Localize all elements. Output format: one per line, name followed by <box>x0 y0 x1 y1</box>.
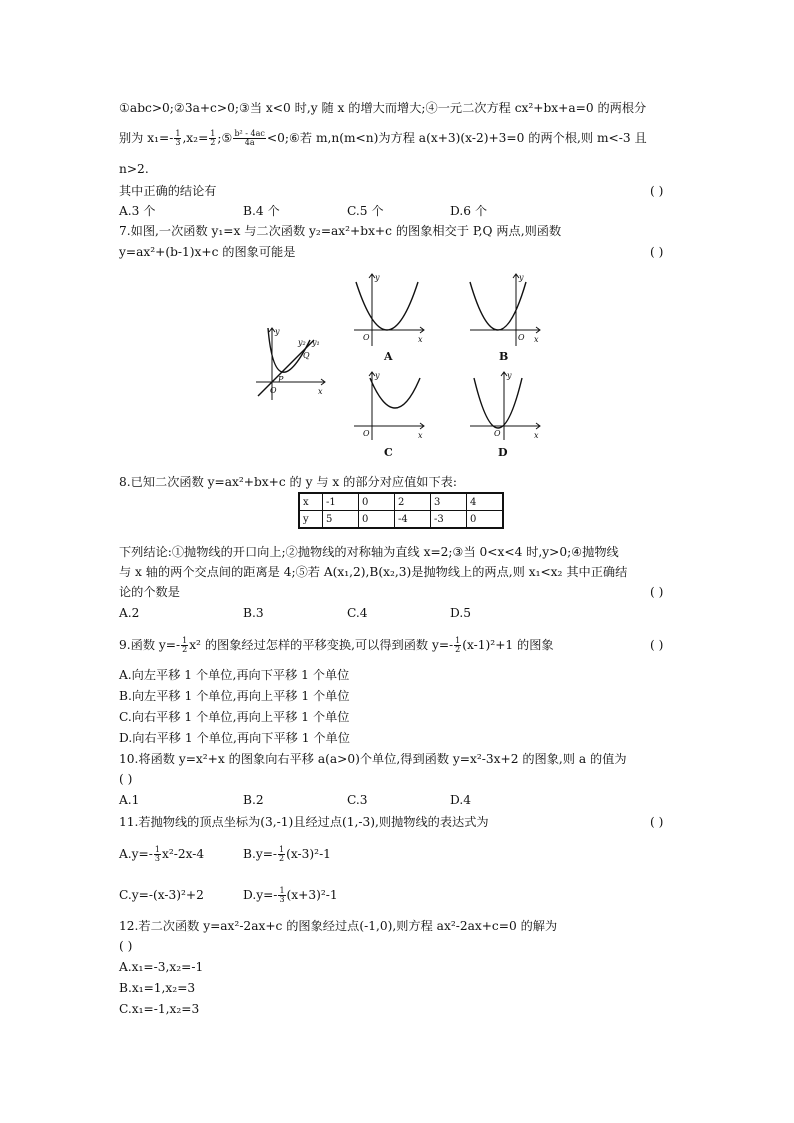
caption-a: A <box>384 350 393 363</box>
a-x-label: x <box>418 335 423 344</box>
table-row <box>299 511 503 529</box>
q8-value-table <box>298 492 504 529</box>
q9-answer-paren: ( ) <box>650 638 664 652</box>
q8-option-a: A.2 <box>119 606 140 620</box>
q11-line1: 11.若抛物线的顶点坐标为(3,-1)且经过点(1,-3),则抛物线的表达式为 <box>119 815 489 829</box>
table-cell: y <box>299 511 323 529</box>
q11-opt-d-text: D.y=- <box>243 888 278 902</box>
parabola-b <box>470 282 526 330</box>
table-cell: -4 <box>395 511 431 529</box>
q6-line2-d: <0;⑥若 m,n(m<n)为方程 a(x+3)(x-2)+3=0 的两个根,则 m<-3 且 <box>266 131 647 145</box>
q11-opt-a-text: A.y=- <box>119 847 153 861</box>
q9-frac2: $\frac{1}{2}$ <box>455 636 461 654</box>
q8-line1: 8.已知二次函数 y=ax²+bx+c 的 y 与 x 的部分对应值如下表: <box>119 475 457 489</box>
q11-opt-b-text: B.y=- <box>243 847 278 861</box>
q6-option-a: A.3 个 <box>119 204 156 218</box>
q6-option-d: D.6 个 <box>450 204 488 218</box>
q9-option-a: A.向左平移 1 个单位,再向下平移 1 个单位 <box>119 668 350 682</box>
q11-option-a <box>119 846 204 863</box>
q11-opt-d-frac: $\frac{1}{3}$ <box>279 886 285 904</box>
q7-graph-b <box>466 268 546 363</box>
q10-option-c: C.3 <box>347 793 368 807</box>
q8-line2: 下列结论:①抛物线的开口向上;②抛物线的对称轴为直线 x=2;③当 0<x<4 时,y>0;④抛物线 <box>119 545 619 559</box>
q12-option-a: A.x₁=-3,x₂=-1 <box>119 960 204 974</box>
d-origin-label: O <box>494 429 501 438</box>
parabola-d <box>474 378 522 428</box>
table-cell: 0 <box>359 493 395 511</box>
q8-answer-paren: ( ) <box>650 585 664 599</box>
table-cell: x <box>299 493 323 511</box>
q6-line2-b: ,x₂= <box>182 131 209 145</box>
table-cell: 4 <box>467 493 504 511</box>
q9-option-c: C.向右平移 1 个单位,再向上平移 1 个单位 <box>119 710 350 724</box>
y2-label: y₂ <box>298 338 306 347</box>
table-cell: 2 <box>395 493 431 511</box>
q6-option-c: C.5 个 <box>347 204 384 218</box>
main-origin-label: O <box>270 386 277 395</box>
q12-option-b: B.x₁=1,x₂=3 <box>119 981 196 995</box>
q9-text-b: x² 的图象经过怎样的平移变换,可以得到函数 y=- <box>189 638 454 652</box>
q7-graph-c <box>350 368 430 460</box>
q9-text-c: (x-1)²+1 的图象 <box>462 638 554 652</box>
q10-option-d: D.4 <box>450 793 471 807</box>
main-y-label: y <box>275 327 280 336</box>
table-cell: 0 <box>359 511 395 529</box>
table-cell: -1 <box>323 493 359 511</box>
point-p-label: P <box>278 375 284 384</box>
point-q-label: Q <box>303 351 310 360</box>
q6-line3: n>2. <box>119 162 149 176</box>
q6-frac2: $\frac{1}{2}$ <box>210 129 216 147</box>
q6-line1: ①abc>0;②3a+c>0;③当 x<0 时,y 随 x 的增大而增大;④一元二次方程 cx²+bx+a=0 的两根分 <box>119 101 647 115</box>
q12-option-c: C.x₁=-1,x₂=3 <box>119 1002 200 1016</box>
q6-frac1: $\frac{1}{3}$ <box>175 129 181 147</box>
q6-answer-paren: ( ) <box>650 184 664 198</box>
q6-option-b: B.4 个 <box>243 204 280 218</box>
q8-option-d: D.5 <box>450 606 471 620</box>
q8-option-b: B.3 <box>243 606 264 620</box>
q9-line1 <box>119 637 554 654</box>
q10-option-b: B.2 <box>243 793 264 807</box>
y1-label: y₁ <box>312 338 320 347</box>
q7-line1: 7.如图,一次函数 y₁=x 与二次函数 y₂=ax²+bx+c 的图象相交于 P,Q 两点,则函数 <box>119 224 562 238</box>
q6-frac3: $\frac{\text{b² - 4ac}}{4a}$ <box>234 129 265 147</box>
q7-main-graph <box>250 320 340 405</box>
q6-line2 <box>119 130 647 147</box>
q11-option-b <box>243 846 331 863</box>
q6-stem: 其中正确的结论有 <box>119 184 217 198</box>
q7-graph-a <box>350 268 430 363</box>
q11-opt-b-rest: (x-3)²-1 <box>286 847 331 861</box>
q9-option-b: B.向左平移 1 个单位,再向上平移 1 个单位 <box>119 689 350 703</box>
q7-graph-d <box>466 368 546 460</box>
a-origin-label: O <box>363 333 370 342</box>
q9-text-a: 9.函数 y=- <box>119 638 181 652</box>
caption-b: B <box>499 350 509 363</box>
b-y-label: y <box>519 273 524 282</box>
caption-d: D <box>498 446 508 459</box>
q12-answer-paren: ( ) <box>119 939 133 953</box>
caption-c: C <box>384 446 393 459</box>
q11-opt-a-frac: $\frac{1}{3}$ <box>154 845 160 863</box>
q6-line2-a: 别为 x₁=- <box>119 131 174 145</box>
table-cell: -3 <box>431 511 467 529</box>
q7-answer-paren: ( ) <box>650 245 664 259</box>
q11-answer-paren: ( ) <box>650 815 664 829</box>
q10-answer-paren: ( ) <box>119 772 133 786</box>
q12-line1: 12.若二次函数 y=ax²-2ax+c 的图象经过点(-1,0),则方程 ax²-2ax+c=0 的解为 <box>119 919 558 933</box>
q8-line4: 论的个数是 <box>119 585 180 599</box>
table-cell: 3 <box>431 493 467 511</box>
q11-opt-b-frac: $\frac{1}{2}$ <box>279 845 285 863</box>
q9-option-d: D.向右平移 1 个单位,再向下平移 1 个单位 <box>119 731 350 745</box>
d-x-label: x <box>534 431 539 440</box>
b-x-label: x <box>534 335 539 344</box>
c-y-label: y <box>375 371 380 380</box>
table-cell: 0 <box>467 511 504 529</box>
q6-line2-c: ;⑤ <box>217 131 233 145</box>
q10-option-a: A.1 <box>119 793 140 807</box>
a-y-label: y <box>375 273 380 282</box>
d-y-label: y <box>507 371 512 380</box>
q10-line1: 10.将函数 y=x²+x 的图象向右平移 a(a>0)个单位,得到函数 y=x²-3x+2 的图象,则 a 的值为 <box>119 752 627 766</box>
parabola-c <box>370 378 420 408</box>
c-x-label: x <box>418 431 423 440</box>
parabola-a <box>356 282 418 330</box>
q7-line2: y=ax²+(b-1)x+c 的图象可能是 <box>119 245 296 259</box>
q8-line3: 与 x 轴的两个交点间的距离是 4;⑤若 A(x₁,2),B(x₂,3)是抛物线上的两点,则 x₁<x₂ 其中正确结 <box>119 565 628 579</box>
q9-frac1: $\frac{1}{2}$ <box>182 636 188 654</box>
main-x-label: x <box>318 387 323 396</box>
b-origin-label: O <box>518 333 525 342</box>
table-cell: 5 <box>323 511 359 529</box>
q11-opt-d-rest: (x+3)²-1 <box>286 888 338 902</box>
table-row <box>299 493 503 511</box>
q8-option-c: C.4 <box>347 606 368 620</box>
q11-option-d <box>243 887 338 904</box>
c-origin-label: O <box>363 429 370 438</box>
q11-option-c: C.y=-(x-3)²+2 <box>119 888 204 902</box>
q11-opt-a-rest: x²-2x-4 <box>161 847 205 861</box>
